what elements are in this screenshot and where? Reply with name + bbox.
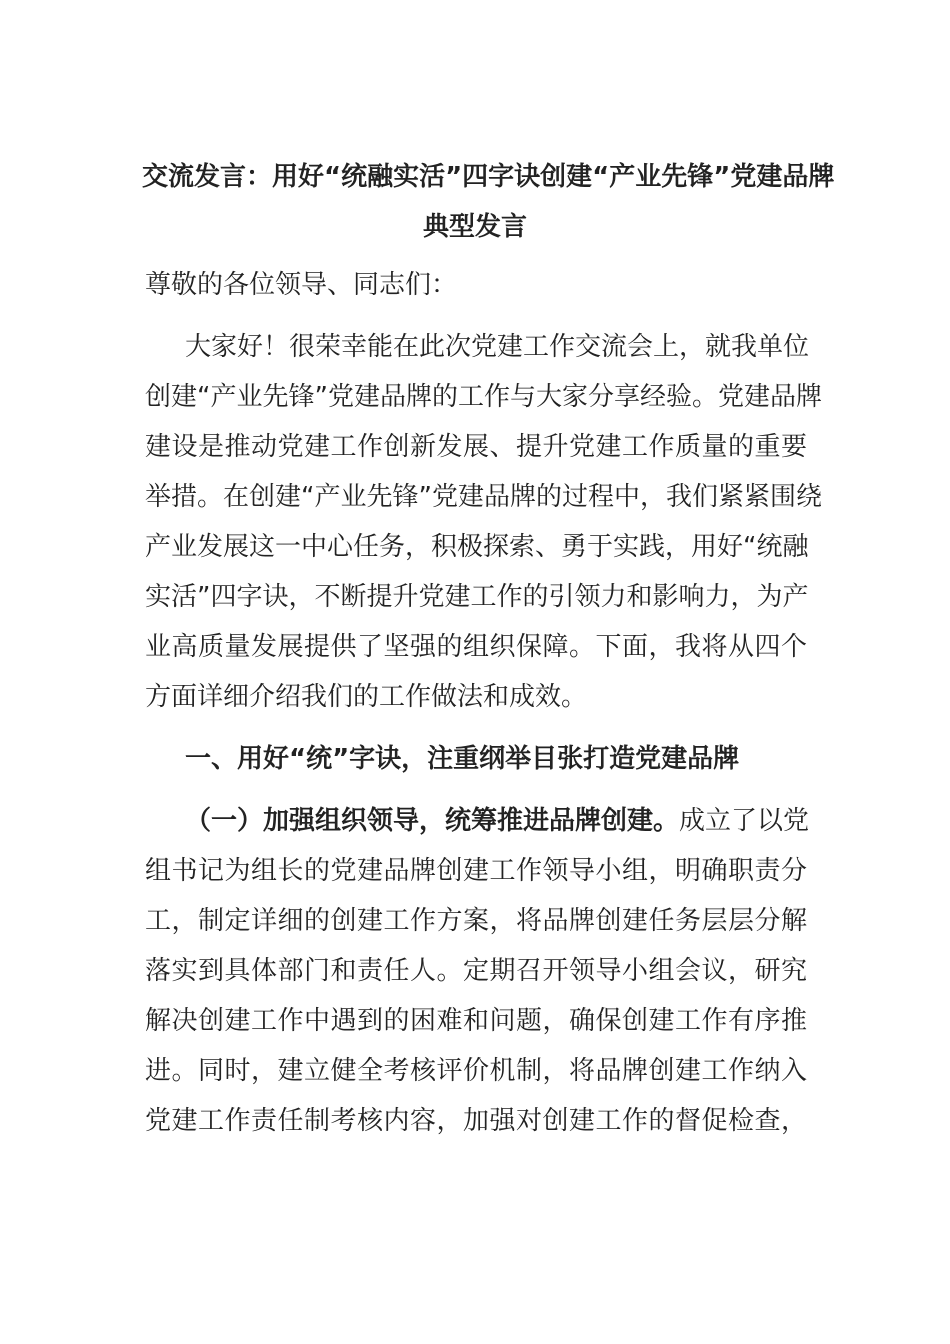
paragraph-line: 工，制定详细的创建工作方案，将品牌创建任务层层分解 (145, 906, 807, 936)
paragraph-line: 党建工作责任制考核内容，加强对创建工作的督促检查， (145, 1106, 807, 1136)
subsection-lead: （一）加强组织领导，统筹推进品牌创建。 (185, 806, 680, 836)
paragraph-line: 实活”四字诀，不断提升党建工作的引领力和影响力，为产 (145, 582, 809, 612)
paragraph-line: 组书记为组长的党建品牌创建工作领导小组，明确职责分 (145, 856, 807, 886)
title-line-2: 典型发言 (422, 212, 527, 242)
document-title (142, 152, 835, 252)
subsection-paragraph-1 (145, 796, 810, 1146)
section-heading-1: 一、用好“统”字诀，注重纲举目张打造党建品牌 (185, 744, 740, 774)
intro-paragraph (145, 322, 822, 722)
salutation: 尊敬的各位领导、同志们： (145, 270, 458, 300)
paragraph-line: 产业发展这一中心任务，积极探索、勇于实践，用好“统融 (145, 532, 809, 562)
subsection-lead-rest: 成立了以党 (679, 806, 810, 836)
title-line-1: 交流发言：用好“统融实活”四字诀创建“产业先锋”党建品牌 (142, 162, 835, 192)
paragraph-line: 落实到具体部门和责任人。定期召开领导小组会议，研究 (145, 956, 807, 986)
paragraph-line: 业高质量发展提供了坚强的组织保障。下面，我将从四个 (145, 632, 807, 662)
document-body (145, 260, 822, 1146)
paragraph-line: 大家好！很荣幸能在此次党建工作交流会上，就我单位 (185, 332, 810, 362)
paragraph-line (145, 796, 810, 846)
paragraph-line: 创建“产业先锋”党建品牌的工作与大家分享经验。党建品牌 (145, 382, 822, 412)
paragraph-line: 建设是推动党建工作创新发展、提升党建工作质量的重要 (145, 432, 807, 462)
paragraph-line: 解决创建工作中遇到的困难和问题，确保创建工作有序推 (145, 1006, 807, 1036)
paragraph-line: 举措。在创建“产业先锋”党建品牌的过程中，我们紧紧围绕 (145, 482, 822, 512)
paragraph-line: 方面详细介绍我们的工作做法和成效。 (145, 682, 588, 712)
paragraph-line: 进。同时，建立健全考核评价机制，将品牌创建工作纳入 (145, 1056, 807, 1086)
